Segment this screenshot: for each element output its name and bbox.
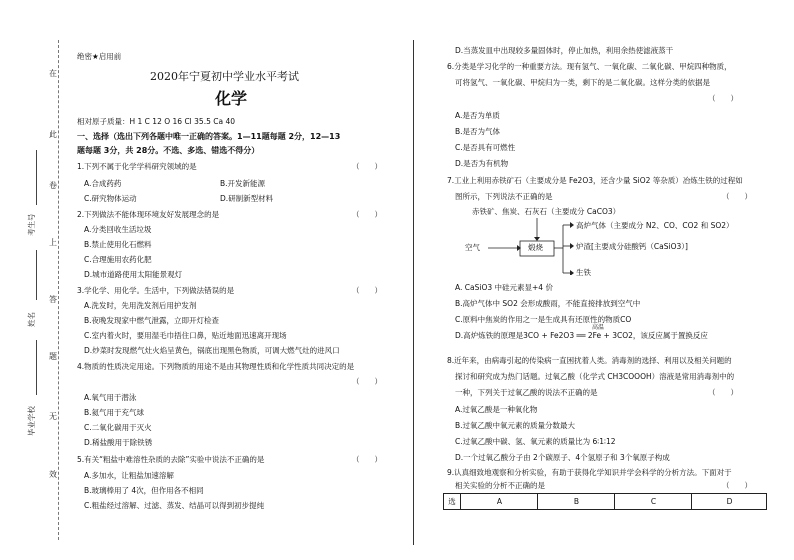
section-instruction: 题每题 3分，共 28分。不选、多选、错选不得分） [77, 146, 260, 155]
question-stem: 一种，下列关于过氧乙酸的说法不正确的是 [455, 388, 598, 397]
answer-paren[interactable]: （ ） [722, 192, 752, 201]
option-d: D.一个过氧乙酸分子由 2个碳原子、4个氢原子和 3个氧原子构成 [455, 453, 670, 462]
seal-char: 答 [49, 295, 57, 304]
secret-label: 绝密★启用前 [77, 52, 122, 61]
flow-air: 空气 [465, 243, 480, 252]
option-b: B.玻璃棒用了 4次，但作用各不相同 [84, 486, 204, 495]
seal-char: 上 [49, 238, 57, 247]
field-label: 考生号 [27, 213, 36, 236]
field-label: 姓名 [27, 312, 36, 327]
table-header: A [460, 494, 538, 509]
seal-char: 卷 [49, 181, 57, 190]
option-c: C.过氧乙酸中碳、氢、氧元素的质量比为 6∶1∶12 [455, 437, 616, 446]
option-b: B.是否为气体 [455, 127, 501, 136]
table-header: D [691, 494, 767, 509]
seal-char: 此 [49, 130, 57, 139]
answer-paren[interactable]: （ ） [352, 377, 382, 386]
question-stem: 8.近年来，由病毒引起的传染病一直困扰着人类。消毒剂的选择、利用以及相关问题的 [447, 356, 732, 365]
flow-raw-materials: 赤铁矿、焦炭、石灰石（主要成分 CaCO3） [472, 207, 621, 216]
seal-char: 题 [49, 352, 57, 361]
question-stem: 1.下列不属于化学学科研究领域的是 [77, 162, 197, 171]
option-a: A.过氧乙酸是一种氧化物 [455, 405, 538, 414]
option-c: C.粗盐经过溶解、过滤、蒸发、结晶可以得到初步提纯 [84, 501, 265, 510]
exam-title: 2020年宁夏初中学业水平考试 [150, 70, 299, 83]
question-stem: 图所示，下列说法不正确的是 [455, 192, 553, 201]
option-c: C.原料中焦炭的作用之一是生成具有还原性的物质CO [455, 315, 632, 324]
field-line[interactable] [36, 250, 37, 300]
option-c: C.室内着火时，要用湿毛巾捂住口鼻，贴近地面迅速离开现场 [84, 331, 287, 340]
option-d: D.城市道路使用太阳能景观灯 [84, 270, 183, 279]
option-c: C.是否具有可燃性 [455, 143, 516, 152]
answer-paren[interactable]: （ ） [352, 455, 382, 464]
cut-line [58, 40, 59, 540]
binding-margin [0, 0, 70, 560]
question-stem: 3.学化学、用化学。生活中，下列做法错误的是 [77, 286, 235, 295]
atomic-mass: 相对原子质量：H 1 C 12 O 16 Cl 35.5 Ca 40 [77, 117, 235, 126]
option-a: A. CaSiO3 中硅元素显+4 价 [455, 283, 553, 292]
field-line[interactable] [36, 150, 37, 205]
option-a: A.是否为单质 [455, 111, 500, 120]
seal-char: 在 [49, 69, 57, 78]
option-d: D.是否为有机物 [455, 159, 509, 168]
column-divider [413, 40, 414, 545]
answer-paren[interactable]: （ ） [352, 210, 382, 219]
field-label: 毕业学校 [27, 406, 36, 436]
option-a: A.洗发时，先用洗发剂后用护发剂 [84, 301, 197, 310]
option-b: B.过氧乙酸中氧元素的质量分数最大 [455, 421, 576, 430]
table-header: C [614, 494, 692, 509]
question-stem: 4.物质的性质决定用途。下列物质的用途不是由其物理性质和化学性质共同决定的是 [77, 362, 355, 371]
question-stem: 9.认真细致地观察和分析实验，有助于获得化学知识并学会科学的分析方法。下面对于 [447, 468, 732, 477]
flow-slag: 炉渣[主要成分硅酸钙（CaSiO3）] [576, 242, 688, 251]
section-instruction: 一、选择（选出下列各题中唯一正确的答案。1—11题每题 2分，12—13 [77, 132, 341, 141]
option-d: D.稀盐酸用于除铁锈 [84, 438, 153, 447]
question-stem: 7.工业上利用赤铁矿石（主要成分是 Fe2O3，还含少量 SiO2 等杂质）冶炼生铁的过程如 [447, 176, 743, 185]
seal-char: 效 [49, 470, 57, 479]
option-a: A.氧气用于潜泳 [84, 393, 137, 402]
option-d: D.高炉炼铁的原理是3CO + Fe2O3 ══ 2Fe + 3CO2，该反应属于置换反应 [455, 331, 708, 340]
question-stem: 相关实验的分析不正确的是 [455, 481, 545, 490]
option-d: D.当蒸发皿中出现较多量固体时，停止加热，利用余热使滤液蒸干 [455, 46, 674, 55]
answer-paren[interactable]: （ ） [352, 286, 382, 295]
answer-paren[interactable]: （ ） [708, 94, 738, 103]
answer-paren[interactable]: （ ） [352, 162, 382, 171]
question-stem: 探讨和研究成为热门话题。过氧乙酸（化学式 CH3COOOH）溶液是常用消毒剂中的 [455, 372, 735, 381]
table-header: 选 [448, 497, 456, 506]
field-line[interactable] [36, 340, 37, 395]
answer-paren[interactable]: （ ） [708, 388, 738, 397]
option-b: B.夜晚发现家中燃气泄露，立即开灯检查 [84, 316, 220, 325]
option-b: B.氦气用于充气球 [84, 408, 145, 417]
flow-gas: 高炉气体（主要成分 N2、CO、CO2 和 SO2） [576, 221, 734, 230]
analysis-table [443, 493, 767, 510]
option-a: A.分类回收生活垃圾 [84, 225, 152, 234]
question-stem: 可将氢气、一氧化碳、甲烷归为一类，剩下的是二氧化碳。这样分类的依据是 [455, 78, 710, 87]
flow-calcine-box: 煅烧 [528, 243, 543, 252]
option-c: C.二氧化碳用于灭火 [84, 423, 152, 432]
option-b: B.开发新能源 [220, 179, 266, 188]
flow-iron: 生铁 [576, 268, 591, 277]
option-d: D.研制新型材料 [220, 194, 274, 203]
subject-title: 化学 [215, 89, 248, 108]
question-stem: 2.下列做法不能体现环境友好发展理念的是 [77, 210, 220, 219]
option-b: B.禁止使用化石燃料 [84, 240, 152, 249]
option-a: A.多加水，让粗盐加速溶解 [84, 471, 174, 480]
option-c: C.合理施用农药化肥 [84, 255, 152, 264]
option-c: C.研究物体运动 [84, 194, 137, 203]
option-d: D.炒菜时发现燃气灶火焰呈黄色，锅底出现黑色物质，可调大燃气灶的进风口 [84, 346, 340, 355]
table-header: B [537, 494, 615, 509]
seal-char: 无 [49, 412, 57, 421]
question-stem: 5.有关“粗盐中难溶性杂质的去除”实验中说法不正确的是 [77, 455, 265, 464]
option-a: A.合成药药 [84, 179, 122, 188]
reaction-condition: 高温 [592, 324, 605, 331]
option-b: B.高炉气体中 SO2 会形成酸雨，不能直接排放到空气中 [455, 299, 641, 308]
question-stem: 6.分类是学习化学的一种重要方法。现有氢气、一氧化碳、二氧化碳、甲烷四种物质， [447, 62, 732, 71]
answer-paren[interactable]: （ ） [722, 481, 752, 490]
